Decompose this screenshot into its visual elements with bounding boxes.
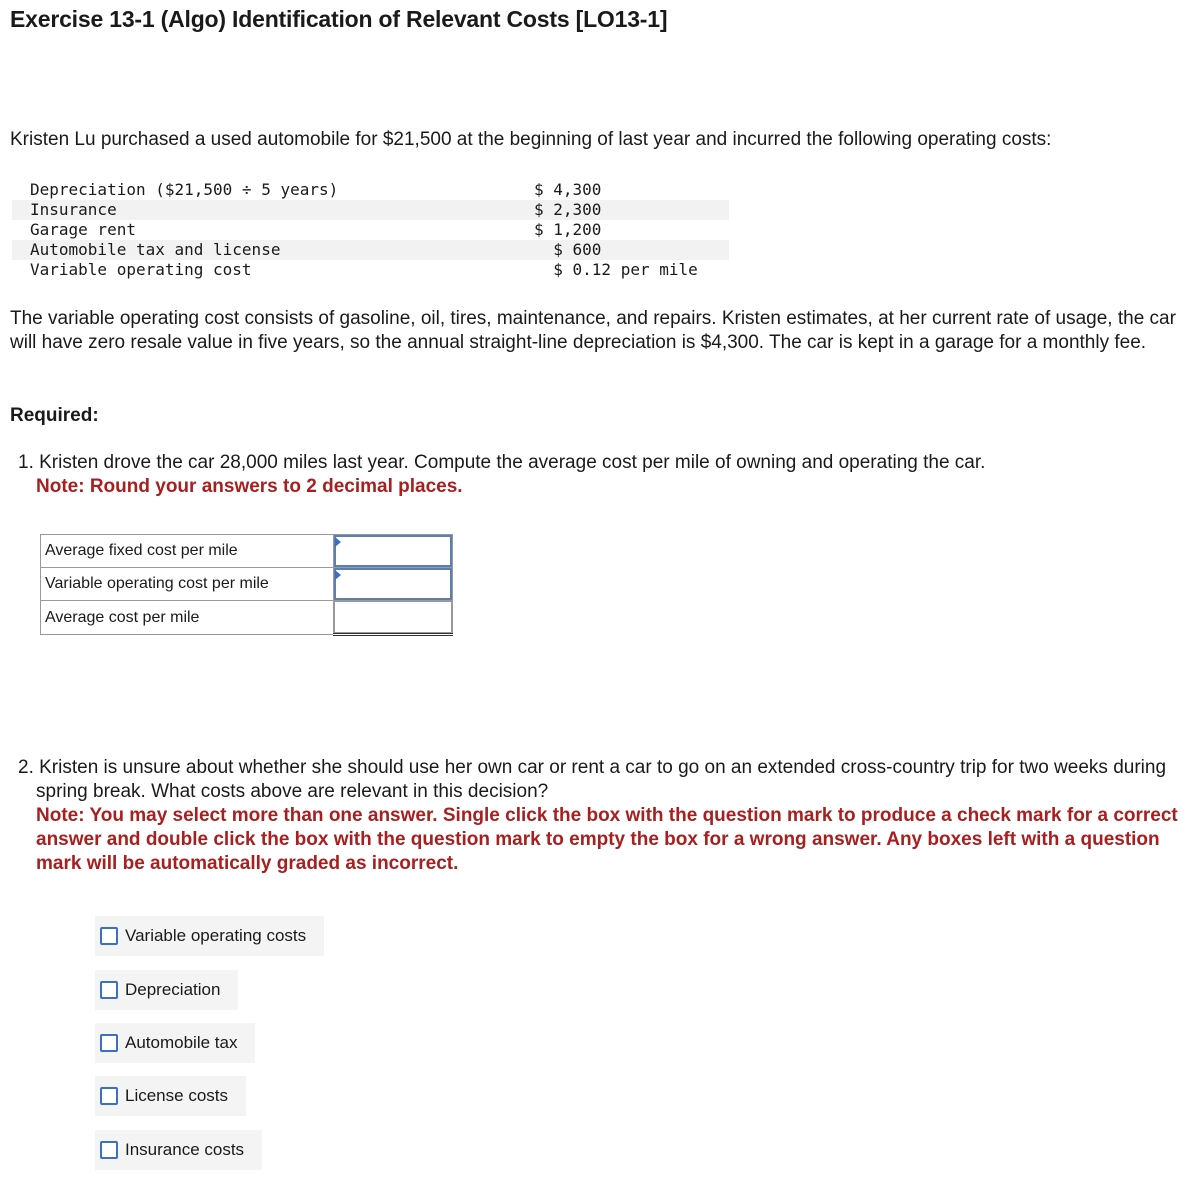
question-2-text: 2. Kristen is unsure about whether she should use her own car or rent a car to go on an extended cross-country trip for two weeks during spring break. What costs above are relevant in this decision? [18, 757, 1167, 802]
option-label: Insurance costs [125, 1140, 245, 1159]
answer-cell [334, 601, 453, 635]
page-title: Exercise 13-1 (Algo) Identification of Relevant Costs [LO13-1] [10, 6, 668, 32]
question-2-note: Note: You may select more than one answer. Single click the box with the question mark to produce a check mark for a correct answer and double click the box with the question mark to empty the box for a wrong answer. Any boxes left with a question mark will be automatically graded as incorrect. [36, 805, 1178, 874]
cost-amount: $ 600 [534, 240, 729, 260]
option-depreciation[interactable] [95, 970, 238, 1010]
cost-label: Garage rent [30, 220, 136, 239]
option-automobile-tax[interactable] [95, 1023, 255, 1063]
table-row [12, 220, 729, 240]
option-label: Automobile tax [125, 1033, 238, 1052]
answer-label-variable: Variable operating cost per mile [41, 568, 334, 601]
answer-cell [334, 535, 453, 568]
question-1-text: 1. Kristen drove the car 28,000 miles last year. Compute the average cost per mile of owning and operating the car. [18, 452, 986, 473]
option-label: Variable operating costs [125, 926, 307, 945]
option-insurance-costs[interactable] [95, 1130, 262, 1170]
operating-costs-table [12, 180, 729, 280]
average-fixed-cost-input[interactable] [334, 535, 452, 567]
table-row [12, 180, 729, 200]
answer-cell [334, 568, 453, 601]
cost-label: Depreciation ($21,500 ÷ 5 years) [30, 180, 339, 199]
description-paragraph: The variable operating cost consists of gasoline, oil, tires, maintenance, and repairs. Kristen estimates, at her current rate of usage, the car will have zero resale value in five years, so the annual straight-line depreciation is $4,300. The car is kept in a garage for a monthly fee. [10, 308, 1176, 353]
average-cost-input[interactable] [334, 601, 452, 633]
answer-table [40, 534, 453, 636]
question-1 [18, 451, 1178, 499]
table-row [41, 601, 453, 635]
variable-cost-input[interactable] [334, 568, 452, 600]
option-license-costs[interactable] [95, 1076, 246, 1116]
cost-label: Automobile tax and license [12, 240, 534, 260]
table-row [41, 535, 453, 568]
option-label: License costs [125, 1086, 228, 1105]
option-variable-operating-costs[interactable] [95, 916, 324, 956]
option-label: Depreciation [125, 980, 221, 999]
cost-label: Insurance [12, 200, 534, 220]
required-heading: Required: [10, 405, 99, 426]
checkbox-icon[interactable] [100, 927, 118, 945]
cost-amount: $ 4,300 [534, 180, 602, 199]
question-1-note: Note: Round your answers to 2 decimal places. [36, 476, 463, 497]
cost-amount: $ 0.12 per mile [534, 260, 698, 279]
question-2 [18, 756, 1183, 876]
intro-text: Kristen Lu purchased a used automobile for $21,500 at the beginning of last year and incurred the following operating costs: [10, 129, 1052, 150]
table-row [12, 260, 729, 280]
checkbox-icon[interactable] [100, 1034, 118, 1052]
answer-label-fixed: Average fixed cost per mile [41, 535, 334, 568]
cost-amount: $ 2,300 [534, 200, 729, 220]
answer-label-average: Average cost per mile [41, 601, 334, 635]
input-marker-icon [335, 537, 341, 547]
table-row [12, 200, 729, 220]
checkbox-icon[interactable] [100, 981, 118, 999]
cost-amount: $ 1,200 [534, 220, 602, 239]
checkbox-icon[interactable] [100, 1141, 118, 1159]
table-row [41, 568, 453, 601]
input-marker-icon [335, 570, 341, 580]
checkbox-icon[interactable] [100, 1087, 118, 1105]
table-row [12, 240, 729, 260]
cost-label: Variable operating cost [30, 260, 252, 279]
